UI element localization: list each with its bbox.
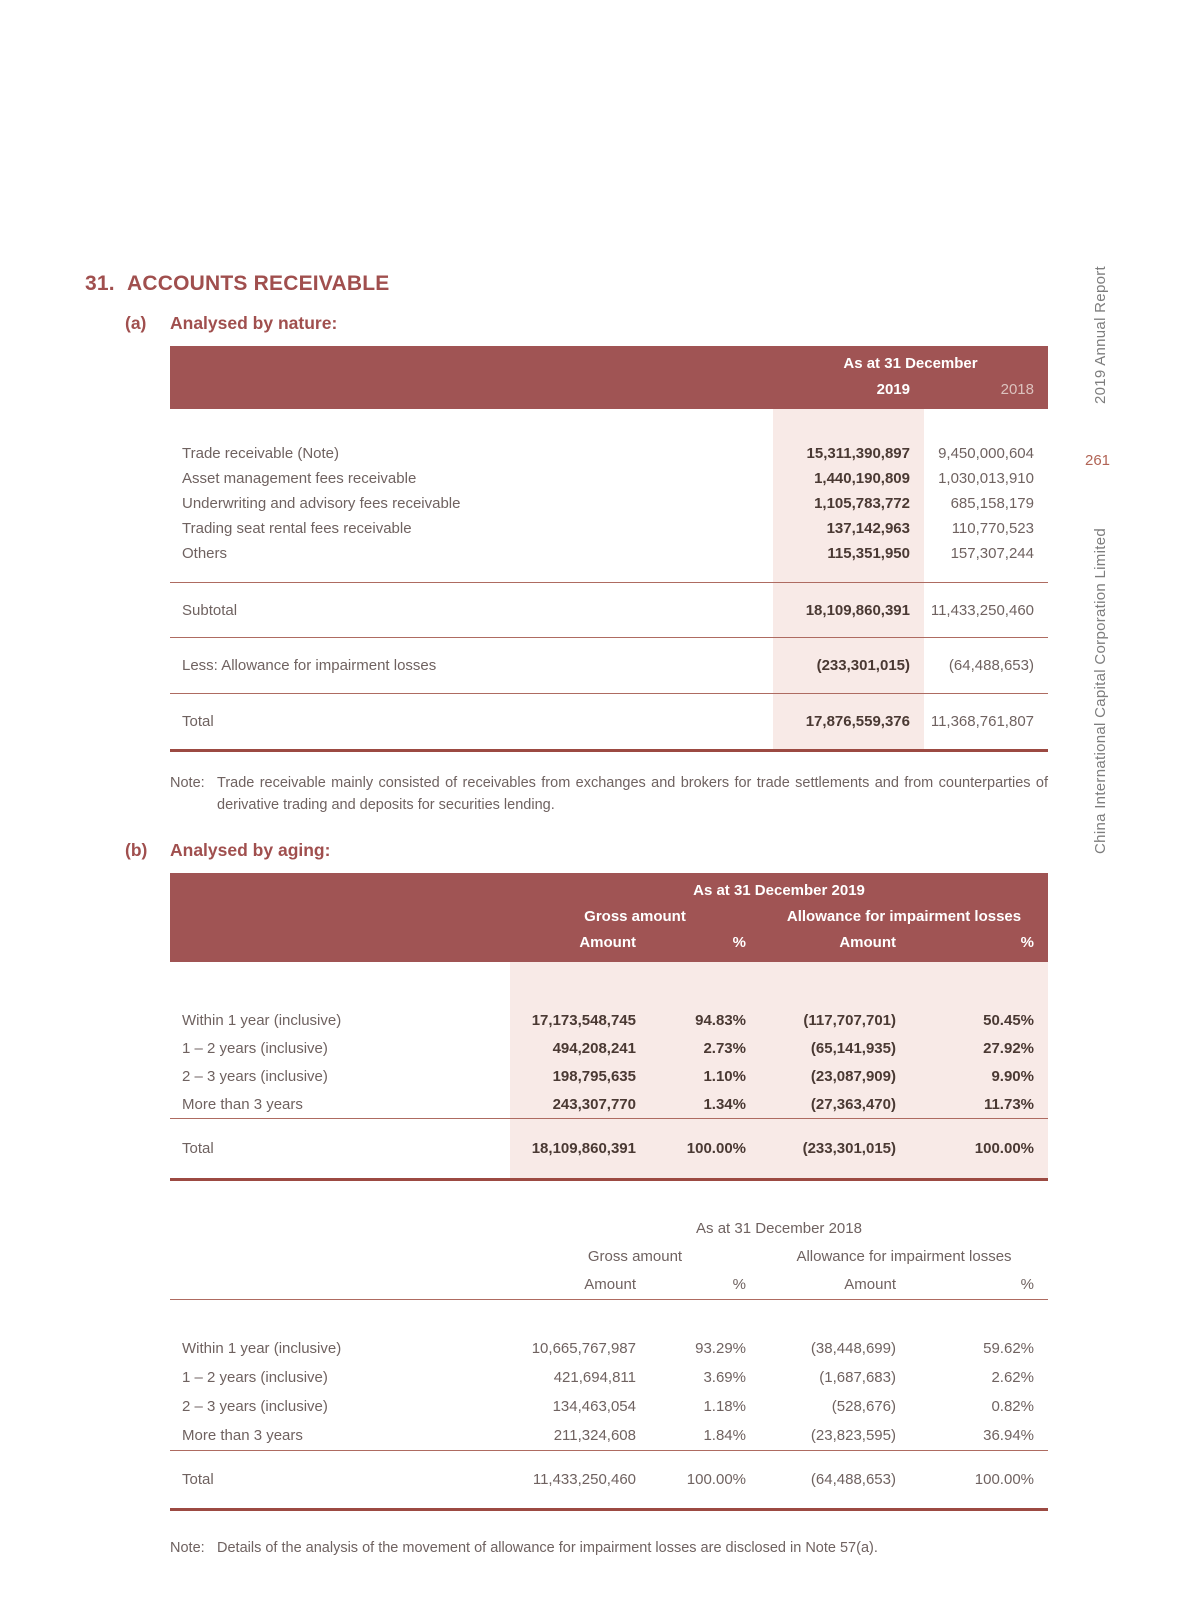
spacer-cell	[650, 962, 760, 1006]
row-label: 1 – 2 years (inclusive)	[182, 1039, 328, 1057]
allowance-pct: 11.73%	[910, 1090, 1048, 1118]
column-header-2018: 2018	[1000, 381, 1034, 398]
note-text: Trade receivable mainly consisted of receivables from exchanges and brokers for trade settlements and from counterparties of derivative trading and deposits for securities lending.	[217, 775, 1048, 813]
row-label: Asset management fees receivable	[182, 470, 417, 487]
section-number: 31.	[85, 272, 115, 295]
column-header-pct: %	[1020, 1276, 1034, 1293]
total-gross: 18,109,860,391	[510, 1118, 650, 1178]
total-allowance: (233,301,015)	[760, 1118, 910, 1178]
allowance-amount: (1,687,683)	[819, 1369, 896, 1386]
allowance-pct: 9.90%	[910, 1062, 1048, 1090]
total-allowance-pct: 100.00%	[910, 1118, 1048, 1178]
value-2018: 685,158,179	[950, 495, 1034, 512]
row-label: More than 3 years	[182, 1095, 303, 1113]
gross-pct: 1.10%	[650, 1062, 760, 1090]
spacer-cell	[773, 566, 924, 582]
spacer-cell	[650, 1300, 760, 1334]
aging-2018-period-row	[170, 1215, 1048, 1243]
gross-amount: 243,307,770	[510, 1090, 650, 1118]
subsection-a-title: Analysed by nature:	[170, 313, 338, 333]
aging-2019-period-row	[170, 878, 1048, 904]
allowance-pct: 27.92%	[910, 1034, 1048, 1062]
aging-2018-columns-row	[170, 1271, 1048, 1299]
period-header: As at 31 December 2019	[693, 882, 865, 899]
total-2018: 11,368,761,807	[924, 693, 1048, 749]
total-2019: 17,876,559,376	[773, 693, 924, 749]
value-2018: 1,030,013,910	[938, 470, 1034, 487]
row-label: Underwriting and advisory fees receivable	[182, 495, 461, 512]
gross-amount: 198,795,635	[510, 1062, 650, 1090]
aging-2018-group-row	[170, 1243, 1048, 1271]
table-analysed-by-nature	[170, 346, 1048, 752]
nature-header-row-years	[170, 377, 1048, 403]
allowance-amount: (117,707,701)	[760, 1006, 910, 1034]
gross-pct: 2.73%	[650, 1034, 760, 1062]
note-impairment-details	[170, 1537, 1048, 1559]
row-label: Trading seat rental fees receivable	[182, 520, 412, 537]
note-label: Note:	[170, 1540, 205, 1556]
allowance-pct: 59.62%	[983, 1340, 1034, 1357]
nature-table-body	[170, 409, 1048, 752]
gross-pct: 1.18%	[703, 1398, 746, 1415]
subtotal-2019: 18,109,860,391	[773, 582, 924, 637]
subtotal-label: Subtotal	[170, 582, 773, 637]
note-trade-receivable	[170, 772, 1048, 816]
row-label: 1 – 2 years (inclusive)	[182, 1369, 328, 1386]
value-2018: 9,450,000,604	[938, 445, 1034, 462]
row-label: 2 – 3 years (inclusive)	[182, 1398, 328, 1415]
subsection-b-title: Analysed by aging:	[170, 840, 331, 860]
row-label: 2 – 3 years (inclusive)	[182, 1067, 328, 1085]
total-gross-pct: 100.00%	[650, 1118, 760, 1178]
page-content	[85, 272, 1048, 1559]
total-gross-pct: 100.00%	[650, 1450, 760, 1508]
aging-2019-group-row	[170, 904, 1048, 930]
gross-pct: 94.83%	[650, 1006, 760, 1034]
gross-amount: 211,324,608	[553, 1427, 636, 1444]
column-header-amount: Amount	[579, 934, 636, 951]
spacer-cell	[773, 409, 924, 441]
group-gross-amount: Gross amount	[587, 1248, 683, 1265]
total-label: Total	[170, 1118, 510, 1178]
subsection-b-heading	[125, 840, 1048, 861]
aging-2019-header	[170, 873, 1048, 962]
table-aging-2018	[170, 1215, 1048, 1511]
row-label: Trade receivable (Note)	[182, 445, 340, 462]
gross-pct: 1.34%	[650, 1090, 760, 1118]
page-number: 261	[1085, 452, 1111, 469]
subsection-a-label: (a)	[125, 313, 147, 333]
allowance-pct: 50.45%	[910, 1006, 1048, 1034]
note-label: Note:	[170, 775, 205, 791]
column-header-amount: Amount	[844, 1276, 896, 1293]
group-allowance: Allowance for impairment losses	[796, 1248, 1012, 1265]
spacer-cell	[924, 566, 1048, 582]
sidebar-report-title: 2019 Annual Report	[1092, 266, 1109, 405]
total-label: Total	[170, 1450, 510, 1508]
row-label: Others	[182, 545, 228, 562]
nature-header-row-period	[170, 351, 1048, 377]
value-2019: 115,351,950	[773, 541, 924, 566]
gross-amount: 494,208,241	[510, 1034, 650, 1062]
value-2019: 137,142,963	[773, 516, 924, 541]
allowance-pct: 36.94%	[983, 1427, 1034, 1444]
aging-2019-columns-row	[170, 930, 1048, 956]
spacer-cell	[760, 962, 910, 1006]
spacer-cell	[170, 409, 773, 441]
allowance-amount: (23,087,909)	[760, 1062, 910, 1090]
spacer-cell	[760, 1300, 910, 1334]
row-label: More than 3 years	[182, 1427, 303, 1444]
gross-amount: 134,463,054	[552, 1398, 636, 1415]
gross-amount: 17,173,548,745	[510, 1006, 650, 1034]
group-gross-amount: Gross amount	[584, 908, 686, 925]
column-header-pct: %	[732, 934, 746, 951]
less-allowance-label: Less: Allowance for impairment losses	[170, 637, 773, 693]
subsection-b-label: (b)	[125, 840, 148, 860]
gross-pct: 3.69%	[703, 1369, 746, 1386]
value-2018: 157,307,244	[950, 545, 1034, 562]
gross-pct: 1.84%	[703, 1427, 746, 1444]
gross-pct: 93.29%	[695, 1340, 746, 1357]
spacer-cell	[510, 962, 650, 1006]
allowance-amount: (65,141,935)	[760, 1034, 910, 1062]
subsection-a-heading	[125, 313, 1048, 334]
total-gross: 11,433,250,460	[510, 1450, 650, 1508]
row-label: Within 1 year (inclusive)	[182, 1340, 342, 1357]
spacer-cell	[170, 566, 773, 582]
spacer-cell	[924, 409, 1048, 441]
aging-2018-header	[170, 1215, 1048, 1300]
aging-2018-body	[170, 1300, 1048, 1511]
nature-table-header	[170, 346, 1048, 409]
spacer-cell	[170, 962, 510, 1006]
spacer-cell	[910, 1300, 1048, 1334]
column-header-2019: 2019	[876, 381, 910, 398]
total-label: Total	[170, 693, 773, 749]
allowance-amount: (23,823,595)	[810, 1427, 896, 1444]
sidebar-company-name: China International Capital Corporation Limited	[1092, 528, 1109, 854]
column-header-pct: %	[732, 1276, 746, 1293]
total-allowance-pct: 100.00%	[910, 1450, 1048, 1508]
gross-amount: 10,665,767,987	[531, 1340, 636, 1357]
less-allowance-2019: (233,301,015)	[773, 637, 924, 693]
aging-2019-body	[170, 962, 1048, 1181]
group-allowance: Allowance for impairment losses	[786, 908, 1022, 925]
gross-amount: 421,694,811	[553, 1369, 636, 1386]
row-label: Within 1 year (inclusive)	[182, 1011, 342, 1029]
value-2019: 1,105,783,772	[773, 491, 924, 516]
period-header: As at 31 December 2018	[696, 1220, 862, 1237]
total-allowance: (64,488,653)	[760, 1450, 910, 1508]
column-header-amount: Amount	[839, 934, 896, 951]
period-header: As at 31 December	[843, 355, 978, 372]
allowance-pct: 0.82%	[991, 1398, 1034, 1415]
allowance-amount: (27,363,470)	[760, 1090, 910, 1118]
column-header-pct: %	[1020, 934, 1034, 951]
allowance-amount: (528,676)	[831, 1398, 896, 1415]
spacer-cell	[510, 1300, 650, 1334]
section-title: ACCOUNTS RECEIVABLE	[127, 272, 390, 295]
note-text: Details of the analysis of the movement of allowance for impairment losses are disclosed in Note 57(a).	[217, 1540, 878, 1556]
allowance-pct: 2.62%	[991, 1369, 1034, 1386]
value-2018: 110,770,523	[951, 520, 1034, 537]
section-heading	[85, 272, 1048, 296]
spacer-cell	[910, 962, 1048, 1006]
spacer-cell	[170, 1300, 510, 1334]
value-2019: 15,311,390,897	[773, 441, 924, 466]
column-header-amount: Amount	[584, 1276, 636, 1293]
value-2019: 1,440,190,809	[773, 466, 924, 491]
subtotal-2018: 11,433,250,460	[924, 582, 1048, 637]
less-allowance-2018: (64,488,653)	[924, 637, 1048, 693]
table-aging-2019	[170, 873, 1048, 1181]
allowance-amount: (38,448,699)	[810, 1340, 896, 1357]
